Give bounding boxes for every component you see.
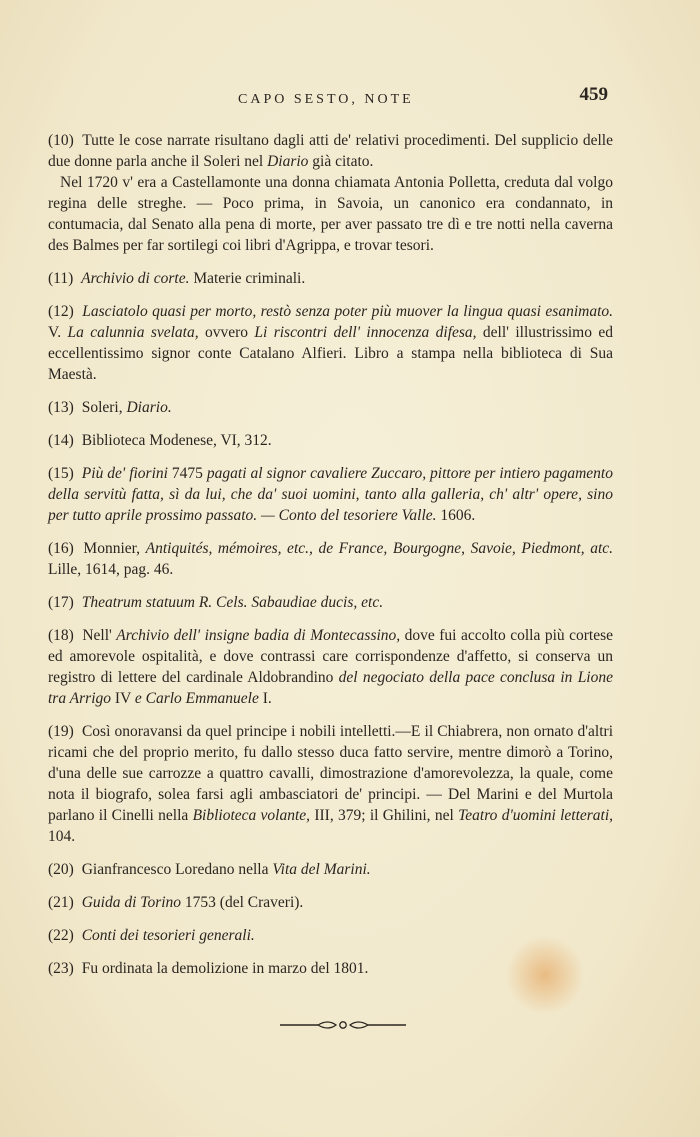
note-title: Diario.	[126, 399, 172, 416]
note-number: (10)	[48, 132, 74, 149]
note-number: (22)	[48, 927, 74, 944]
note-title: Conti dei tesorieri generali.	[81, 927, 255, 944]
note-number: (13)	[48, 399, 74, 416]
note-number: (20)	[48, 861, 74, 878]
note-16	[48, 538, 613, 580]
note-title: La calunnia svelata,	[67, 324, 199, 341]
note-number: (18)	[48, 627, 74, 644]
note-text: 1753 (del Craveri).	[184, 894, 304, 911]
note-number: (19)	[48, 723, 74, 740]
note-title: Archivio di corte.	[81, 270, 190, 287]
page-number: 459	[579, 84, 608, 105]
note-text: Monnier,	[83, 540, 141, 557]
note-text: V.	[48, 324, 62, 341]
note-text: Biblioteca Modenese, VI, 312.	[81, 432, 272, 449]
note-12	[48, 301, 613, 385]
note-text: 104.	[48, 828, 76, 845]
note-number: (11)	[48, 270, 74, 287]
note-text: Lille, 1614, pag. 46.	[48, 561, 174, 578]
note-text: Nell'	[82, 627, 112, 644]
note-title: Teatro d'uomini letterati,	[458, 807, 614, 824]
note-title: e Carlo Emmanuele	[134, 690, 259, 707]
footnotes	[48, 130, 613, 991]
note-21	[48, 892, 613, 913]
note-number: (21)	[48, 894, 74, 911]
note-number: (15)	[48, 465, 74, 482]
note-quote: Più de' fiorini	[81, 465, 168, 482]
note-14	[48, 430, 613, 451]
note-number: (16)	[48, 540, 74, 557]
note-20	[48, 859, 613, 880]
note-title: Guida di Torino	[81, 894, 182, 911]
note-text: Gianfrancesco Loredano nella	[81, 861, 269, 878]
note-17	[48, 592, 613, 613]
note-text: Materie criminali.	[193, 270, 306, 287]
ornamental-divider-icon	[278, 1018, 408, 1032]
note-10	[48, 130, 613, 256]
running-title: CAPO SESTO, NOTE	[238, 92, 414, 107]
note-text: III, 379; il Ghilini, nel	[314, 807, 454, 824]
note-text: Soleri,	[81, 399, 123, 416]
note-text: I.	[262, 690, 272, 707]
note-title: Diario	[267, 153, 309, 170]
note-23	[48, 958, 613, 979]
note-title: Biblioteca volante,	[192, 807, 311, 824]
note-text: ovvero	[204, 324, 249, 341]
note-18	[48, 625, 613, 709]
note-text: dove fui accolto colla più cortese ed amorevole ospitalità, e dove contrassi care corrispondenze d'affetto, si conserva un registro di lettere del cardinale Aldobrandino	[48, 627, 613, 686]
note-text: Così onoravansi da quel principe i nobili intelletti.—E il Chiabrera, non ornato d'altri ricami che del proprio merito, fu dallo stesso duca fatto servire, mentre dimorò a Torino, d'una delle sue carrozze a quattro cavalli, dimostrazione d'amorevolezza, la quale, come nota il biografo, solea farsi agli ambasciatori de' principi. — Del Marini e del Murtola parlano il Cinelli nella	[48, 723, 613, 824]
note-11	[48, 268, 613, 289]
note-quote: Lasciatolo quasi per morto, restò senza poter più muover la lingua quasi esanimato.	[82, 303, 613, 320]
note-19	[48, 721, 613, 847]
note-quote: pagati al signor cavaliere Zuccaro, pittore per intiero pagamento della servitù fatta, sì da lui, che da' suoi uomini, tanto alla galleria, ch' altr' opere, sino per tutto aprile prossimo passato. — Conto del tesoriere Valle.	[48, 465, 613, 524]
note-title: Vita del Marini.	[272, 861, 371, 878]
note-text: 1606.	[440, 507, 476, 524]
note-15	[48, 463, 613, 526]
note-text: 7475	[171, 465, 203, 482]
note-number: (23)	[48, 960, 74, 977]
note-number: (12)	[48, 303, 74, 320]
note-13	[48, 397, 613, 418]
note-number: (14)	[48, 432, 74, 449]
note-text: IV	[114, 690, 131, 707]
note-text: già citato.	[312, 153, 374, 170]
note-title: Antiquités, mémoires, etc., de France, Bourgogne, Savoie, Piedmont, atc.	[145, 540, 614, 557]
note-paragraph: Nel 1720 v' era a Castellamonte una donna chiamata Antonia Polletta, creduta dal volgo regina delle streghe. — Poco prima, in Savoia, un canonico era condannato, in contumacia, dal Senato alla pena di morte, per aver passato tre dì e tre notti nella caverna des Balmes per far sortilegi coi libri d'Agrippa, e trovar tesori.	[48, 174, 613, 254]
note-number: (17)	[48, 594, 74, 611]
note-title: Archivio dell' insigne badia di Montecassino,	[116, 627, 401, 644]
note-text: Fu ordinata la demolizione in marzo del 1801.	[81, 960, 369, 977]
note-text: dell' illustrissimo ed eccellentissimo signor conte Catalano Alfieri. Libro a stampa nella biblioteca di Sua Maestà.	[48, 324, 613, 383]
note-title: Li riscontri dell' innocenza difesa,	[254, 324, 477, 341]
note-title: Theatrum statuum R. Cels. Sabaudiae ducis, etc.	[81, 594, 384, 611]
note-title: del negociato della pace conclusa in Lione tra Arrigo	[48, 669, 613, 707]
note-22	[48, 925, 613, 946]
note-text: Tutte le cose narrate risultano dagli atti de' relativi procedimenti. Del supplicio delle due donne parla anche il Soleri nel	[48, 132, 613, 170]
page-header	[48, 84, 608, 114]
